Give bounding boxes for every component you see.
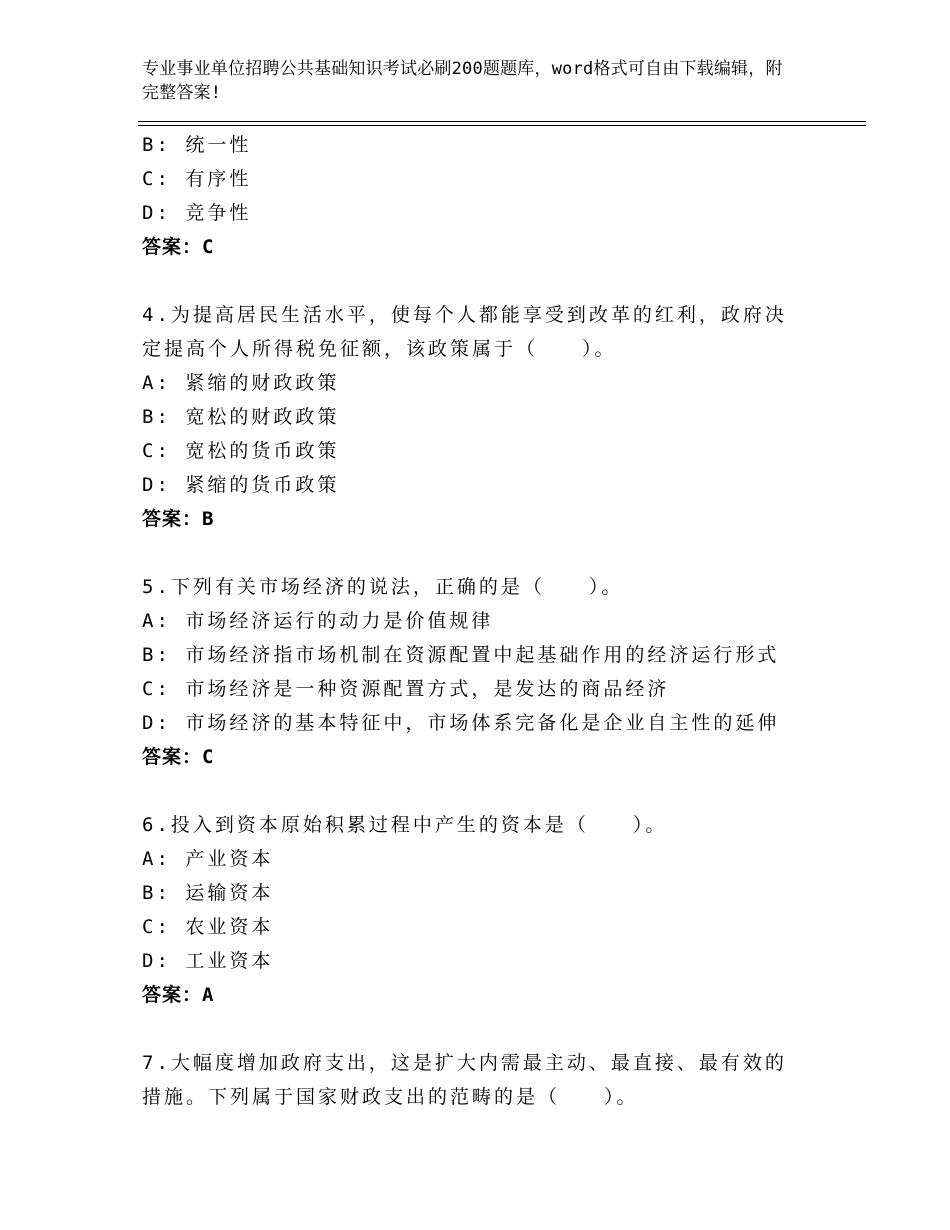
answer-label: 答案：C	[142, 236, 215, 258]
question-partial	[142, 128, 802, 264]
answer-label: 答案：C	[142, 746, 215, 768]
option-c: C: 农业资本	[142, 916, 274, 938]
spacer	[142, 1012, 802, 1046]
answer-label: 答案：A	[142, 984, 215, 1006]
option-c: C: 宽松的货币政策	[142, 440, 340, 462]
question-stem: 4.为提高居民生活水平，使每个人都能享受到改革的红利，政府决定提高个人所得税免征额，该政策属于（ ）。	[142, 304, 787, 360]
spacer	[142, 536, 802, 570]
option-b: B: 市场经济指市场机制在资源配置中起基础作用的经济运行形式	[142, 644, 780, 666]
question-list	[142, 128, 802, 1114]
option-a: A: 产业资本	[142, 848, 274, 870]
document-header: 专业事业单位招聘公共基础知识考试必刷200题题库，word格式可自由下载编辑，附完整答案!	[142, 59, 783, 103]
spacer	[142, 264, 802, 298]
option-c: C: 有序性	[142, 168, 252, 190]
question-7	[142, 1046, 802, 1114]
question-4	[142, 298, 802, 536]
option-d: D: 工业资本	[142, 950, 274, 972]
question-stem: 7.大幅度增加政府支出，这是扩大内需最主动、最直接、最有效的措施。下列属于国家财政支出的范畴的是（ ）。	[142, 1052, 787, 1108]
answer-label: 答案：B	[142, 508, 215, 530]
question-6	[142, 808, 802, 1012]
option-a: A: 市场经济运行的动力是价值规律	[142, 610, 494, 632]
header-divider	[138, 121, 866, 126]
option-c: C: 市场经济是一种资源配置方式，是发达的商品经济	[142, 678, 670, 700]
question-stem: 5.下列有关市场经济的说法，正确的是（ ）。	[142, 576, 624, 598]
question-stem: 6.投入到资本原始积累过程中产生的资本是（ ）。	[142, 814, 668, 836]
question-5	[142, 570, 802, 774]
option-d: D: 紧缩的货币政策	[142, 474, 340, 496]
option-d: D: 市场经济的基本特征中，市场体系完备化是企业自主性的延伸	[142, 712, 780, 734]
spacer	[142, 774, 802, 808]
option-a: A: 紧缩的财政政策	[142, 372, 340, 394]
option-d: D: 竞争性	[142, 202, 252, 224]
option-b: B: 宽松的财政政策	[142, 406, 340, 428]
option-b: B: 运输资本	[142, 882, 274, 904]
option-b: B: 统一性	[142, 134, 252, 156]
